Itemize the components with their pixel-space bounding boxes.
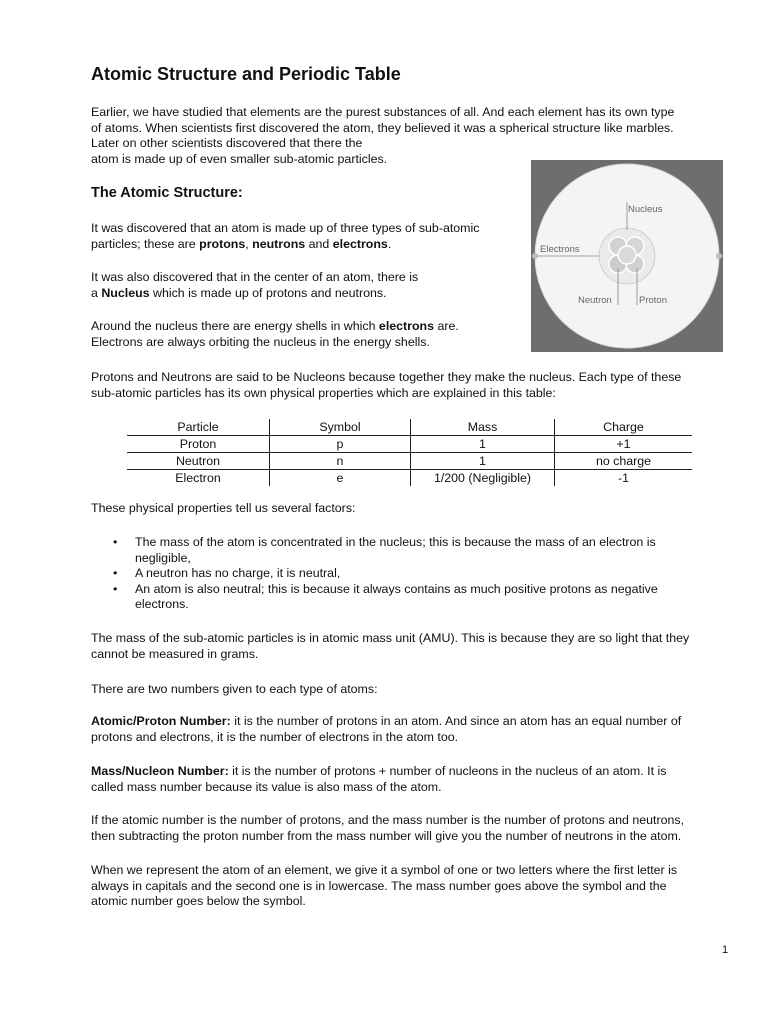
page-number: 1 [722,944,729,956]
electrons-term-2: electrons [378,319,435,333]
particles-line-2-start: particles; these are [91,236,200,251]
neutron-label: Neutron [578,295,612,306]
intro-paragraph [91,105,731,167]
table-row [127,436,692,453]
neutron-calc-line-1: If the atomic number is the number of protons, and the mass number is the number of protons and neutrons, [91,813,685,827]
list-item: • A neutron has no charge, it is neutral, [91,566,711,582]
factors-intro: These physical properties tell us several factors: [91,501,356,515]
table-row [127,470,692,487]
table-cell: +1 [555,436,693,453]
list-item: • An atom is also neutral; this is because it always contains as much positive protons as negative electrons. [91,582,711,613]
column-header: Symbol [270,419,411,436]
table-row [127,453,692,470]
shells-line-2: Electrons are always orbiting the nucleus in the energy shells. [91,334,430,349]
symbol-paragraph [91,863,736,910]
amu-line-1: The mass of the sub-atomic particles is in atomic mass unit (AMU). This is because they are so light that they [91,631,690,645]
nucleus-term: Nucleus [101,285,150,300]
neutron-calc-paragraph [91,813,736,844]
mass-number-text-1: it is the number of protons + number of nucleons in the nucleus of an atom. It is [228,764,667,778]
shells-paragraph [91,319,521,350]
atomic-number-label: Atomic/Proton Number: [91,714,231,728]
table-cell: 1 [411,453,555,470]
symbol-line-1: When we represent the atom of an element, we give it a symbol of one or two letters where the first letter is [91,863,678,877]
two-numbers-paragraph: There are two numbers given to each type of atoms: [91,682,378,696]
intro-line-3: Later on other scientists discovered that there the [91,136,363,151]
table-cell: e [270,470,411,487]
intro-line-4: atom is made up of even smaller sub-atomic particles. [91,151,388,166]
period: . [387,236,392,251]
particles-line-1: It was discovered that an atom is made up of three types of sub-atomic [91,221,480,235]
table-cell: 1 [411,436,555,453]
atomic-number-text-1: it is the number of protons in an atom. And since an atom has an equal number of [230,714,682,728]
symbol-line-3: atomic number goes below the symbol. [91,894,306,909]
particles-paragraph [91,221,521,252]
column-header: Charge [555,419,693,436]
neutrons-term: neutrons [252,236,306,251]
amu-paragraph [91,631,736,662]
nucleons-line-2: sub-atomic particles has its own physical properties which are explained in this table: [91,385,556,400]
page-title: Atomic Structure and Periodic Table [91,64,401,84]
neutron-calc-line-2: then subtracting the proton number from the mass number will give you the number of neutrons in the atom. [91,828,682,843]
list-item: • The mass of the atom is concentrated in the nucleus; this is because the mass of an electron is negligible, [91,535,711,566]
mass-number-label: Mass/Nucleon Number: [91,764,229,778]
particle-properties-table [127,419,692,486]
atom-diagram [531,160,723,352]
protons-term: protons [199,236,246,251]
nucleon-ball [618,246,636,264]
column-header: Particle [127,419,270,436]
nucleus-paragraph [91,270,521,301]
electrons-label: Electrons [540,244,580,255]
nucleus-label: Nucleus [628,204,663,215]
nucleons-line-1: Protons and Neutrons are said to be Nucleons because together they make the nucleus. Each type of these [91,370,682,384]
mass-number-text-2: called mass number because its value is also mass of the atom. [91,779,442,794]
table-cell: -1 [555,470,693,487]
table-cell: 1/200 (Negligible) [411,470,555,487]
table-cell: n [270,453,411,470]
shells-line-1-start: Around the nucleus there are energy shells in which [91,319,379,333]
column-header: Mass [411,419,555,436]
table-cell: p [270,436,411,453]
nucleons-paragraph [91,370,731,401]
symbol-line-2: always in capitals and the second one is in lowercase. The mass number goes above the symbol and the [91,878,667,893]
nucleus-line-2-start: a [91,285,102,300]
proton-label: Proton [639,295,667,306]
nucleus-line-1: It was also discovered that in the center of an atom, there is [91,270,419,284]
table-cell: Proton [127,436,270,453]
table-cell: Neutron [127,453,270,470]
and-word: and [305,236,333,251]
intro-line-2: of atoms. When scientists first discovered the atom, they believed it was a spherical structure like marbles. [91,120,674,135]
atomic-number-text-2: protons and electrons, it is the number of electrons in the atom too. [91,729,459,744]
mass-number-paragraph [91,764,736,795]
nucleus-line-2-end: which is made up of protons and neutrons. [149,285,387,300]
table-header-row [127,419,692,436]
section-heading: The Atomic Structure: [91,185,243,201]
table-cell: Electron [175,471,221,485]
amu-line-2: cannot be measured in grams. [91,646,259,661]
intro-line-1: Earlier, we have studied that elements are the purest substances of all. And each element has its own type [91,105,675,119]
shells-line-1-end: are. [434,319,459,333]
electrons-term: electrons [332,236,388,251]
electron-dot [716,253,722,259]
factors-list [91,535,711,613]
table-cell: no charge [555,453,693,470]
comma: , [245,236,253,251]
atomic-number-paragraph [91,714,736,745]
